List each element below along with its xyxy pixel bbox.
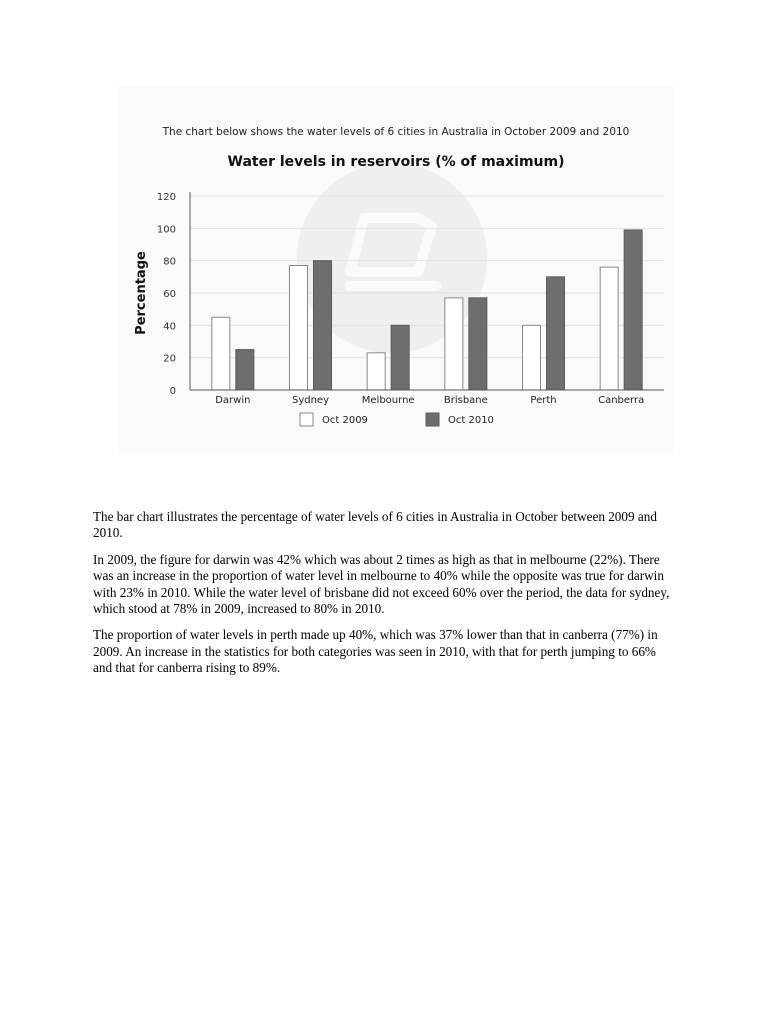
bar <box>314 261 332 390</box>
x-tick-label: Sydney <box>291 395 330 406</box>
y-tick-label: 60 <box>163 289 176 300</box>
bar <box>600 267 618 390</box>
legend-swatch <box>426 413 439 426</box>
x-tick-label: Canberra <box>598 395 645 406</box>
bar <box>445 298 463 390</box>
x-tick-label: Darwin <box>215 395 251 406</box>
bar <box>624 230 642 390</box>
y-tick-label: 80 <box>163 256 176 268</box>
y-axis-label: Percentage <box>134 251 149 335</box>
paragraph-3: The proportion of water levels in perth made up 40%, which was 37% lower than that in canberra (77%) in 2009. An increase in the statistics for both categories was seen in 2010, with that for perth jumping to 66% and that for canberra rising to 89%. <box>93 627 658 676</box>
chart-figure <box>118 86 674 454</box>
bar <box>212 317 230 390</box>
x-tick-label: Brisbane <box>443 395 488 406</box>
legend-label: Oct 2010 <box>448 415 494 426</box>
bar <box>290 266 308 390</box>
bar <box>523 325 541 390</box>
bar-chart <box>118 86 674 454</box>
chart-title: Water levels in reservoirs (% of maximum) <box>227 154 565 170</box>
y-tick-label: 100 <box>156 224 176 236</box>
chart-caption: The chart below shows the water levels of 6 cities in Australia in October 2009 and 2010 <box>162 126 630 138</box>
x-tick-label: Melbourne <box>361 395 415 406</box>
bar <box>391 325 409 390</box>
x-tick-label: Perth <box>530 395 557 406</box>
paragraph-1: The bar chart illustrates the percentage of water levels of 6 cities in Australia in October between 2009 and 2010. <box>93 509 657 541</box>
legend-label: Oct 2009 <box>322 415 368 426</box>
paragraph-2: In 2009, the figure for darwin was 42% which was about 2 times as high as that in melbourne (22%). There was an increase in the proportion of water level in melbourne to 40% while the opposite was true for darwin with 23% in 2010. While the water level of brisbane did not exceed 60% over the period, the data for sydney, which stood at 78% in 2009, increased to 80% in 2010. <box>93 551 670 617</box>
bar <box>367 353 385 390</box>
y-tick-label: 20 <box>163 353 176 365</box>
bar <box>469 298 487 390</box>
legend-swatch <box>300 413 313 426</box>
y-tick-label: 0 <box>169 386 176 397</box>
y-tick-label: 120 <box>156 192 176 203</box>
bar <box>547 277 565 390</box>
bar <box>236 350 254 390</box>
document-body <box>93 509 671 687</box>
y-tick-label: 40 <box>163 321 176 333</box>
